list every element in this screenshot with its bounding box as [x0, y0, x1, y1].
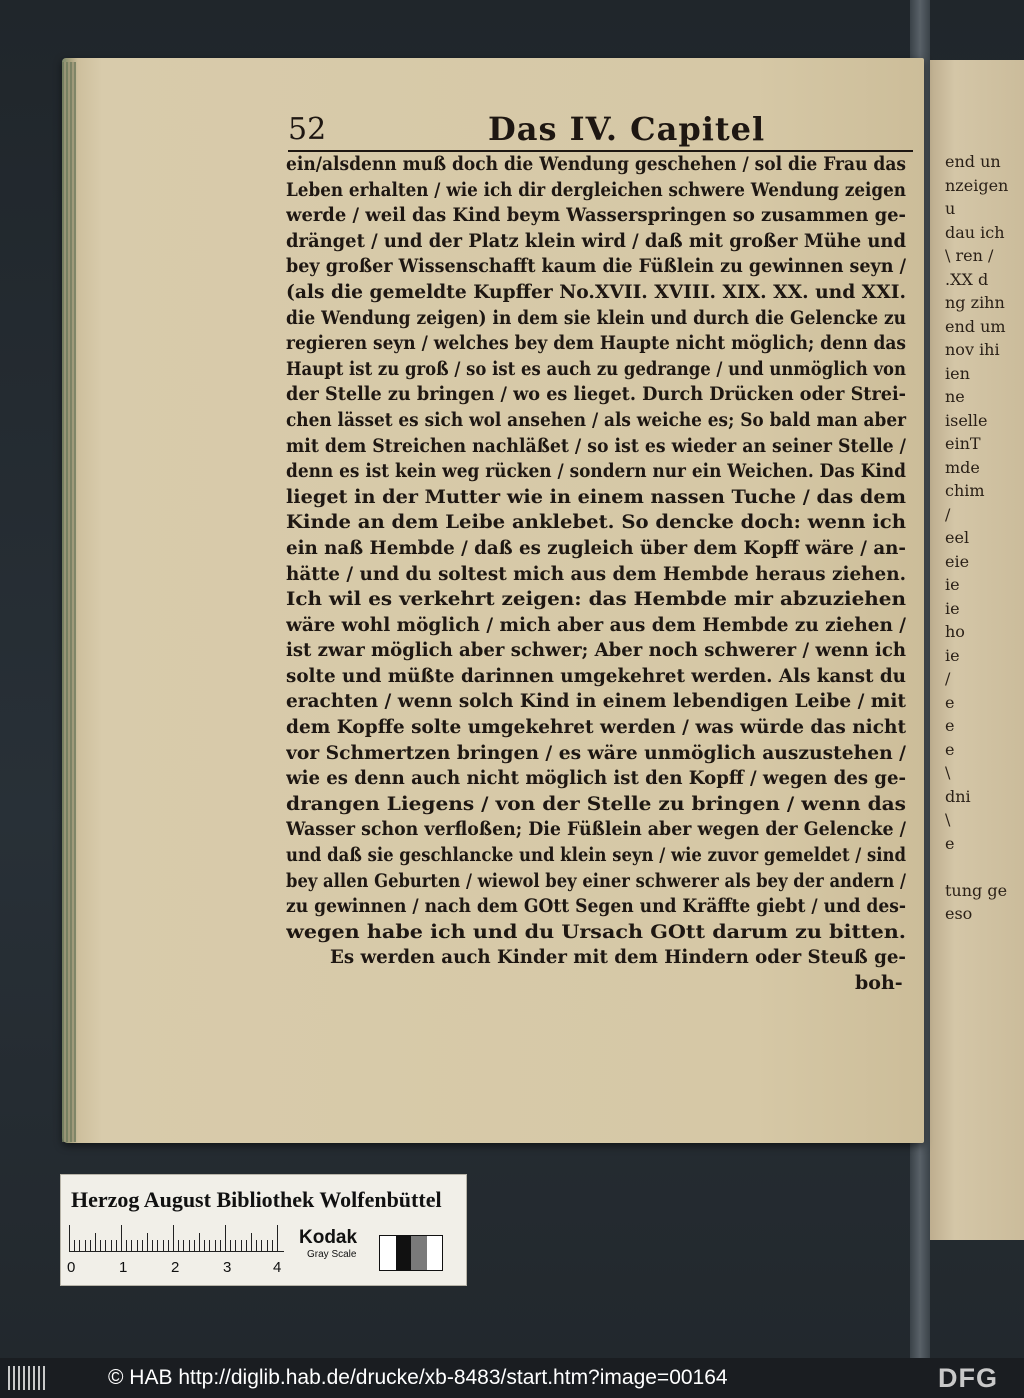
text-line: vor Schmertzen bringen / es wäre unmöglich auszustehen / — [286, 741, 906, 764]
text-line: hätte / und du soltest mich aus dem Hembde heraus ziehen. — [286, 562, 906, 585]
facing-page-line: dau ich — [945, 222, 1005, 242]
ruler-tick — [194, 1240, 195, 1251]
text-line: wegen habe ich und du Ursach GOtt darum zu bitten. — [286, 920, 906, 943]
ruler-tick — [199, 1233, 200, 1251]
kodak-logo: Kodak — [299, 1227, 358, 1248]
text-line: wäre wohl möglich / mich aber aus dem Hembde zu ziehen / — [286, 613, 906, 636]
text-line: Wasser schon verfloßen; Die Füßlein aber wegen der Gelencke / — [286, 818, 906, 841]
ruler-tick — [235, 1240, 236, 1251]
facing-page-line: u — [945, 199, 956, 218]
ruler-tick — [79, 1240, 80, 1251]
facing-page-line: \ — [945, 810, 951, 829]
text-line: dem Kopffe solte umgekehret werden / was würde das nicht — [286, 716, 906, 739]
ruler-tick — [85, 1240, 86, 1251]
text-line: wie es denn auch nicht möglich ist den Kopff / wegen des ge- — [286, 767, 906, 790]
text-line: erachten / wenn solch Kind in einem lebendigen Leibe / mit — [286, 690, 906, 713]
library-label — [60, 1174, 467, 1286]
text-line: regieren seyn / welches bey dem Haupte nicht möglich; denn das — [286, 332, 906, 355]
text-line: bey allen Geburten / wiewol bey einer schwerer als bey der andern / — [286, 869, 906, 892]
text-line: dränget / und der Platz klein wird / daß mit großer Mühe und — [286, 229, 906, 252]
facing-page-line: / — [945, 669, 951, 688]
ruler-tick — [95, 1233, 96, 1251]
ruler-tick — [157, 1240, 158, 1251]
ruler-tick — [173, 1225, 174, 1251]
facing-page-line: dni — [945, 786, 971, 806]
text-line: mit dem Streichen nachläßet / so ist es wieder an seiner Stelle / — [286, 434, 906, 457]
ruler-tick — [111, 1240, 112, 1251]
facing-page-line: e — [945, 716, 955, 735]
facing-page-line: / — [945, 504, 951, 524]
facing-page-text — [945, 150, 1024, 926]
text-line: ein naß Hembde / daß es zugleich über dem Kopff wäre / an- — [286, 536, 906, 559]
library-name: Herzog August Bibliothek Wolfenbüttel — [71, 1187, 442, 1212]
dfg-logo: DFG — [938, 1363, 998, 1393]
swatch-black — [396, 1236, 412, 1270]
facing-page-line: eel — [945, 528, 970, 547]
page-number: 52 — [288, 112, 327, 147]
facing-page-line: end um — [945, 316, 1006, 336]
ruler-tick — [152, 1240, 153, 1251]
ruler-tick — [204, 1240, 205, 1251]
gray-scale-swatches — [379, 1235, 443, 1271]
ruler-tick — [209, 1240, 210, 1251]
ruler-tick — [267, 1240, 268, 1251]
text-line: chen lässet es sich wol ansehen / als weiche es; So bald man aber — [286, 408, 906, 431]
ruler-tick — [100, 1240, 101, 1251]
catchword: boh- — [855, 972, 903, 994]
ruler-tick — [121, 1225, 122, 1251]
ruler-tick — [74, 1240, 75, 1251]
page-edges — [62, 62, 76, 1142]
ruler-tick — [137, 1240, 138, 1251]
facing-page-line: nov ihi — [945, 340, 1000, 359]
facing-page-line: e — [945, 692, 955, 712]
facing-page-line: mde — [945, 457, 980, 477]
ruler-tick — [277, 1225, 278, 1251]
ruler-tick — [90, 1240, 91, 1251]
ruler-number: 2 — [171, 1259, 180, 1276]
footer-bar — [0, 1358, 1024, 1398]
ruler-tick — [215, 1240, 216, 1251]
text-line: Kinde an dem Leibe anklebet. So dencke doch: wenn ich — [286, 511, 906, 534]
ruler-number: 1 — [119, 1259, 128, 1276]
text-line: werde / weil das Kind beym Wasserspringen so zusammen ge- — [286, 204, 906, 227]
ruler-tick — [251, 1233, 252, 1251]
facing-page-line: iselle — [945, 410, 988, 430]
facing-page-line: e — [945, 739, 955, 759]
ruler-number: 0 — [67, 1259, 76, 1276]
ruler-tick — [168, 1240, 169, 1251]
ruler-tick — [261, 1240, 262, 1251]
text-line: denn es ist kein weg rücken / sondern nur ein Weichen. Das Kind — [286, 460, 906, 483]
text-line: drangen Liegens / von der Stelle zu bringen / wenn das — [286, 792, 906, 815]
barcode-icon — [8, 1366, 48, 1390]
ruler-tick — [131, 1240, 132, 1251]
text-line: lieget in der Mutter wie in einem nassen Tuche / das dem — [286, 485, 906, 508]
ruler-tick — [116, 1240, 117, 1251]
scale-ruler — [69, 1223, 284, 1252]
text-line: (als die gemeldte Kupffer No.XVII. XVIII. XIX. XX. und XXI. — [286, 280, 906, 303]
ruler-tick — [220, 1240, 221, 1251]
permalink-text[interactable]: © HAB http://diglib.hab.de/drucke/xb-8483/start.htm?image=00164 — [108, 1366, 728, 1389]
facing-page-line: \ ren / — [945, 246, 994, 265]
ruler-tick — [225, 1225, 226, 1251]
text-line: Es werden auch Kinder mit dem Hindern oder Steuß ge- — [330, 946, 906, 969]
ruler-tick — [69, 1225, 70, 1251]
facing-page-line — [945, 855, 1024, 879]
swatch-gray — [411, 1236, 427, 1270]
facing-page-line: ie — [945, 598, 960, 618]
facing-page-line: eso — [945, 904, 973, 923]
ruler-tick — [189, 1240, 190, 1251]
facing-page-line: ie — [945, 575, 960, 594]
facing-page-line: chim — [945, 481, 985, 500]
ruler-tick — [183, 1240, 184, 1251]
swatch-white — [380, 1236, 396, 1270]
ruler-tick — [246, 1240, 247, 1251]
swatch-white — [427, 1236, 443, 1270]
ruler-tick — [147, 1233, 148, 1251]
ruler-number: 3 — [223, 1259, 232, 1276]
ruler-tick — [230, 1240, 231, 1251]
facing-page-line: ie — [945, 645, 960, 665]
text-line: solte und müßte darinnen umgekehret werden. Als kanst du — [286, 664, 906, 687]
page-header — [288, 110, 913, 152]
facing-page-line: end un — [945, 152, 1001, 171]
facing-page-line: ne — [945, 387, 965, 406]
text-line: zu gewinnen / nach dem GOtt Segen und Kräffte giebt / und des- — [286, 895, 906, 918]
gray-scale-caption: Gray Scale — [307, 1249, 357, 1260]
text-line: ist zwar möglich aber schwer; Aber noch schwerer / wenn ich — [286, 639, 906, 662]
text-line: Ich wil es verkehrt zeigen: das Hembde mir abzuziehen — [286, 588, 906, 611]
text-line: Haupt ist zu groß / so ist es auch zu gedrange / und unmöglich von — [286, 357, 906, 380]
ruler-tick — [105, 1240, 106, 1251]
text-line: bey großer Wissenschafft kaum die Füßlein zu gewinnen seyn / — [286, 255, 906, 278]
facing-page-line: einT — [945, 434, 981, 453]
facing-page-line: \ — [945, 763, 951, 782]
page-body-text — [286, 152, 916, 971]
ruler-tick — [241, 1240, 242, 1251]
facing-page-line: nzeigen — [945, 175, 1009, 195]
facing-page-line: ng zihn — [945, 293, 1005, 312]
facing-page-line: e — [945, 833, 955, 853]
text-line: die Wendung zeigen) in dem sie klein und durch die Gelencke zu — [286, 306, 906, 329]
text-line: der Stelle zu bringen / wo es lieget. Durch Drücken oder Strei- — [286, 383, 906, 406]
facing-page-line: eie — [945, 551, 970, 571]
facing-page-line: .XX d — [945, 269, 989, 289]
ruler-tick — [256, 1240, 257, 1251]
ruler-number: 4 — [273, 1259, 282, 1276]
text-line: Leben erhalten / wie ich dir dergleichen schwere Wendung zeigen — [286, 178, 906, 201]
facing-page-line: ho — [945, 622, 965, 641]
ruler-tick — [126, 1240, 127, 1251]
text-line: und daß sie geschlancke und klein seyn / wie zuvor gemeldet / sind — [286, 844, 906, 867]
running-title: Das IV. Capitel — [488, 110, 766, 148]
ruler-tick — [178, 1240, 179, 1251]
ruler-tick — [272, 1240, 273, 1251]
facing-page-line: tung ge — [945, 880, 1008, 900]
facing-page-line: ien — [945, 363, 970, 383]
ruler-tick — [163, 1240, 164, 1251]
text-line: ein/alsdenn muß doch die Wendung geschehen / sol die Frau das — [286, 153, 906, 175]
ruler-tick — [142, 1240, 143, 1251]
